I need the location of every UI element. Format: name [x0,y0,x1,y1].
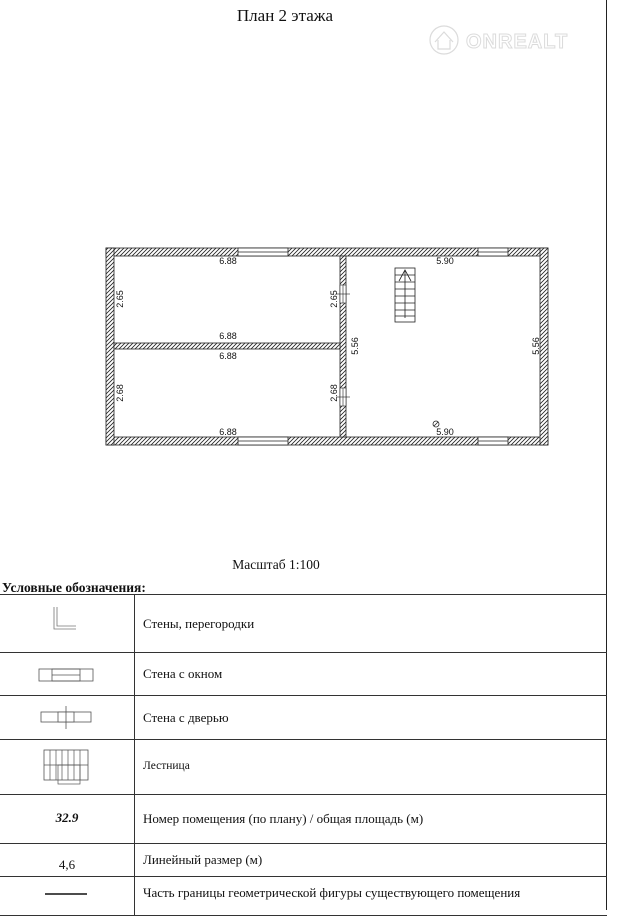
window-bottom-left [238,437,288,445]
dim-bottom-left-top: 6.88 [219,351,237,361]
stairs-symbol [0,740,135,794]
partition-horizontal [114,343,340,349]
dim-top-left-bottom: 6.88 [219,331,237,341]
window-symbol-icon [0,653,134,695]
window-top-left [238,248,288,256]
boundary-line-icon [0,877,134,915]
legend-row-stairs [0,739,607,794]
dim-inner-bottom-height: 2.68 [329,384,339,402]
dim-right-height: 5.56 [531,337,541,355]
walls-symbol-icon [0,595,134,652]
legend-row-boundary [0,876,607,916]
plan-title: План 2 этажа [236,6,334,25]
legend-linear-label: Линейный размер (м) [143,852,263,867]
walls-symbol [0,595,135,652]
legend-table [0,594,607,916]
window-symbol [0,653,135,695]
staircase [395,268,415,322]
linear-symbol-cell [0,844,135,876]
legend-window-label: Стена с окном [143,666,223,681]
watermark-text: ONREALT [466,31,569,53]
dim-partition-height: 5.56 [350,337,360,355]
room-number-example: 32.9 [55,810,79,825]
window-bottom-right [478,437,508,445]
linear-size-example: 4,6 [58,857,76,872]
door-symbol-icon [0,696,134,739]
dim-bottom-left-bottom: 6.88 [219,427,237,437]
stairs-symbol-icon [0,740,134,794]
legend-walls-label: Стены, перегородки [143,616,255,631]
dim-inner-top-height: 2.65 [329,290,339,308]
partition-vertical [340,256,346,437]
outer-wall-left [106,248,114,445]
boundary-symbol [0,877,135,915]
dim-right-top: 5.90 [436,256,454,266]
window-top-right [478,248,508,256]
legend-door-label: Стена с дверью [143,710,229,725]
legend-row-window [0,652,607,695]
legend-title: Условные обозначения: [2,580,146,595]
scale-label: Масштаб 1:100 [232,557,320,572]
dim-top-left-top: 6.88 [219,256,237,266]
legend-boundary-label: Часть границы геометрической фигуры существующего помещения [143,885,521,900]
outer-wall-right [540,248,548,445]
room-number-symbol-cell [0,795,135,843]
dim-left-top-height: 2.65 [115,290,125,308]
legend-row-room-number [0,794,607,843]
legend-stairs-label: Лестница [143,760,190,772]
legend-row-door [0,695,607,739]
legend-row-walls [0,594,607,652]
legend-room-number-label: Номер помещения (по плану) / общая площадь (м) [143,811,424,826]
legend-row-linear [0,843,607,876]
dim-right-bottom: 5.90 [436,427,454,437]
door-symbol [0,696,135,739]
dim-left-bottom-height: 2.68 [115,384,125,402]
